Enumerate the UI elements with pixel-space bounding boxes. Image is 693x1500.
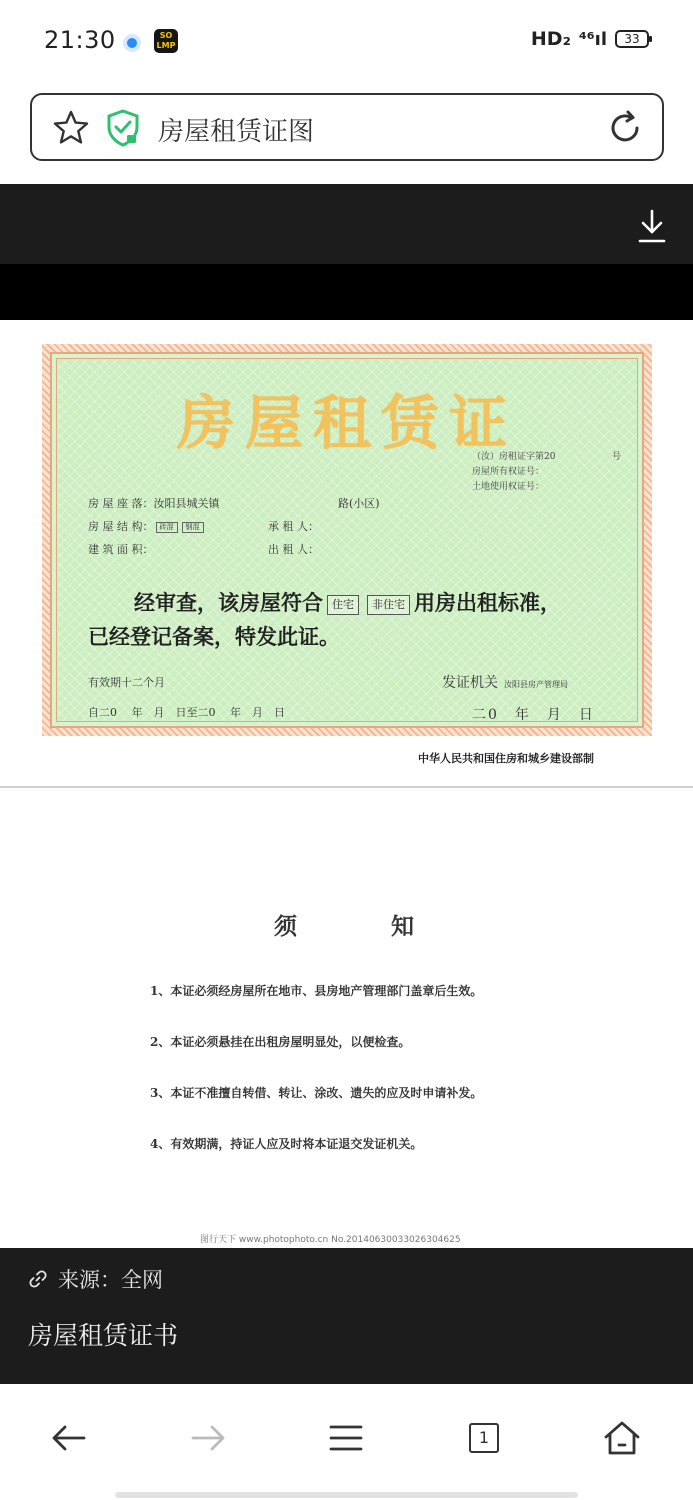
home-button[interactable] <box>600 1416 644 1460</box>
issuer-name: 汝阳县房产管理局 <box>504 680 568 689</box>
bottom-navigation <box>0 1384 693 1500</box>
field-row-structure <box>88 515 380 538</box>
security-shield-icon[interactable] <box>106 109 140 147</box>
certificate-number-block <box>472 450 622 495</box>
app-badge-icon: SO LMP <box>154 29 178 53</box>
arrow-right-icon <box>190 1423 226 1453</box>
non-residential-option: 非住宅 <box>367 595 410 615</box>
statement-line-1 <box>88 586 561 620</box>
reload-icon[interactable] <box>606 109 644 147</box>
structure-option-1: 砖混 <box>156 522 178 533</box>
certificate-statement <box>88 586 561 654</box>
home-icon <box>603 1420 641 1456</box>
certificate-title: 房屋租赁证 <box>176 389 517 457</box>
structure-option-2: 钢混 <box>182 522 204 533</box>
statement-part-a: 经审查，该房屋符合 <box>134 590 323 615</box>
certificate-fields <box>88 492 380 561</box>
status-indicators <box>531 28 649 50</box>
image-caption-panel <box>0 1248 693 1384</box>
notice-item: 3、本证不准擅自转借、转让、涂改、遗失的应及时申请补发。 <box>150 1086 483 1100</box>
watermark: 图行天下 www.photophoto.cn No.20140630033026304625 <box>200 1235 461 1245</box>
certificate-front <box>42 344 652 736</box>
signal-icon: ⁴⁶ıl <box>578 28 607 50</box>
status-time: 21:30 <box>44 26 116 54</box>
gesture-bar <box>115 1492 578 1498</box>
cert-no-line2: 房屋所有权证号： <box>472 467 545 477</box>
structure-label: 房 屋 结 构： <box>88 520 154 533</box>
page-divider <box>0 786 693 788</box>
lessor-label: 出 租 人： <box>268 543 319 556</box>
notice-item: 1、本证必须经房屋所在地市、县房地产管理部门盖章后生效。 <box>150 984 483 998</box>
notice-title: 须知 <box>274 913 508 940</box>
date-range: 自二0 年 月 日至二0 年 月 日 <box>88 706 285 719</box>
address-bar[interactable] <box>30 93 664 161</box>
certificate-image[interactable] <box>0 320 693 1248</box>
notice-list <box>150 982 482 1186</box>
notice-item: 4、有效期满，持证人应及时将本证退交发证机关。 <box>150 1137 423 1151</box>
structure-field <box>88 515 268 538</box>
statement-line-2: 已经登记备案，特发此证。 <box>88 624 340 649</box>
tabs-button[interactable] <box>462 1416 506 1460</box>
ministry-credit: 中华人民共和国住房和城乡建设部制 <box>418 752 594 765</box>
image-source[interactable] <box>28 1264 163 1294</box>
viewer-strip <box>0 264 693 320</box>
menu-button[interactable] <box>324 1416 368 1460</box>
issuer-label: 发证机关 <box>442 675 498 691</box>
area-label: 建 筑 面 积： <box>88 543 154 556</box>
address-text[interactable]: 房屋租赁证图 <box>158 117 315 147</box>
link-icon <box>28 1269 48 1289</box>
field-row-location <box>88 492 380 515</box>
battery-icon: 33 <box>615 30 649 48</box>
hamburger-menu-icon <box>329 1424 363 1452</box>
network-type: HD₂ <box>530 28 571 50</box>
back-button[interactable] <box>47 1416 91 1460</box>
status-bar <box>0 0 693 84</box>
field-row-area <box>88 538 380 561</box>
tab-count-icon: 1 <box>469 1423 499 1453</box>
notice-item: 2、本证必须悬挂在出租房屋明显处，以便检查。 <box>150 1035 411 1049</box>
cert-no-line3: 土地使用权证号： <box>472 482 545 492</box>
residential-option: 住宅 <box>327 595 359 615</box>
notification-dot-icon <box>123 34 141 52</box>
forward-button[interactable] <box>186 1416 230 1460</box>
arrow-left-icon <box>51 1423 87 1453</box>
issuing-authority <box>442 672 568 692</box>
download-icon[interactable] <box>637 208 667 244</box>
location-label: 房 屋 座 落：汝阳县城关镇 <box>88 497 220 510</box>
source-text: 来源：全网 <box>58 1268 163 1292</box>
image-viewer-toolbar <box>0 184 693 264</box>
lessee-label: 承 租 人： <box>268 520 319 533</box>
cert-no-line1: （汝）房租证字第20 <box>472 452 556 462</box>
issue-date: 二0 年 月 日 <box>472 707 595 723</box>
certificate-body <box>50 352 644 728</box>
image-title: 房屋租赁证书 <box>28 1321 179 1350</box>
star-icon[interactable] <box>52 109 90 147</box>
road-label: 路(小区) <box>338 497 380 510</box>
statement-part-b: 用房出租标准， <box>414 590 561 615</box>
cert-no-suffix: 号 <box>612 452 622 462</box>
validity-period: 有效期十二个月 <box>88 676 165 689</box>
